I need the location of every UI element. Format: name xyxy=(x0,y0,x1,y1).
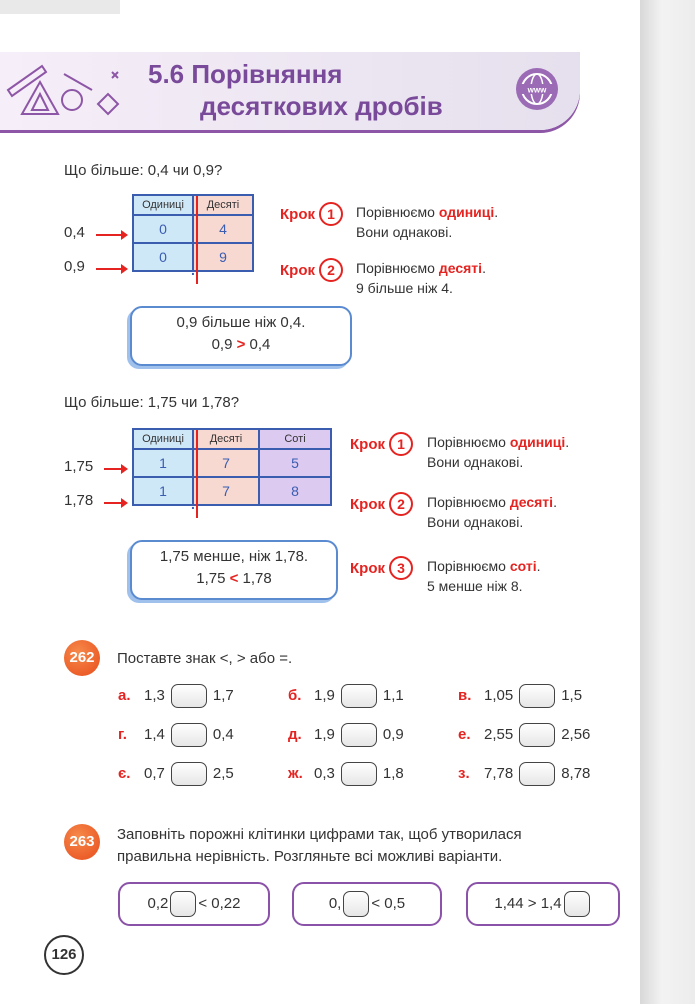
ex262-item-v: в. 1,05 1,5 xyxy=(458,683,582,709)
step-number-icon: 1 xyxy=(389,432,413,456)
step-label: Крок xyxy=(280,262,315,279)
step-1-text: Порівнюємо одиниці. Вони однакові. xyxy=(356,204,499,240)
answer-box[interactable] xyxy=(171,762,207,786)
step-label: Крок xyxy=(350,496,385,513)
cell-units: 1 xyxy=(133,477,193,505)
ex262-item-ye: є. 0,7 2,5 xyxy=(118,761,234,787)
row-label: 1,78 xyxy=(64,492,94,509)
answer-box[interactable] xyxy=(171,723,207,747)
exercise-263-badge: 263 xyxy=(64,824,100,860)
example1-question: Що більше: 0,4 чи 0,9? xyxy=(64,162,223,179)
comparison-sign: < xyxy=(229,570,239,587)
decimal-point: . xyxy=(191,464,195,480)
cell-hundredths: 5 xyxy=(259,449,331,477)
digit-box[interactable] xyxy=(564,891,590,917)
place-value-table-2 xyxy=(132,428,332,506)
conclusion-box-2: 1,75 менше, ніж 1,78. 1,75 < 1,78 xyxy=(130,540,338,600)
decimal-point: . xyxy=(191,496,195,512)
inequality-pill-1: 0,2 < 0,22 xyxy=(118,882,270,926)
answer-box[interactable] xyxy=(341,723,377,747)
top-strip xyxy=(0,0,120,14)
arrow-icon xyxy=(96,234,122,236)
page-number: 126 xyxy=(44,935,84,975)
decimal-point-line xyxy=(196,196,198,284)
answer-box[interactable] xyxy=(171,684,207,708)
header-tenths: Десяті xyxy=(193,195,253,215)
conclusion-text: 0,9 більше ніж 0,4. xyxy=(176,314,306,331)
row-label: 0,4 xyxy=(64,224,85,241)
title-line-1: 5.6 Порівняння xyxy=(148,59,343,89)
exercise-262-badge: 262 xyxy=(64,640,100,676)
cell-tenths: 7 xyxy=(193,449,259,477)
ex262-item-zh: ж. 0,3 1,8 xyxy=(288,761,404,787)
inequality-pill-2: 0, < 0,5 xyxy=(292,882,442,926)
section-title xyxy=(148,58,443,122)
header-hundredths: Соті xyxy=(259,429,331,449)
digit-box[interactable] xyxy=(343,891,369,917)
step-3-text: Порівнюємо соті. 5 менше ніж 8. xyxy=(427,558,541,594)
step-2-badge xyxy=(350,492,413,516)
ex262-item-z: з. 7,78 8,78 xyxy=(458,761,590,787)
comparison-sign: > xyxy=(236,336,246,353)
answer-box[interactable] xyxy=(341,684,377,708)
cell-tenths: 9 xyxy=(193,243,253,271)
cell-units: 1 xyxy=(133,449,193,477)
conclusion-box-1: 0,9 більше ніж 0,4. 0,9 > 0,4 xyxy=(130,306,352,366)
answer-box[interactable] xyxy=(519,762,555,786)
cell-units: 0 xyxy=(133,215,193,243)
cell-units: 0 xyxy=(133,243,193,271)
step-1-badge xyxy=(280,202,343,226)
step-label: Крок xyxy=(350,436,385,453)
geometry-tools-icon xyxy=(2,60,132,124)
step-number-icon: 1 xyxy=(319,202,343,226)
step-3-badge xyxy=(350,556,413,580)
decimal-point-line xyxy=(196,430,198,518)
globe-www-icon xyxy=(514,66,560,112)
step-2-text: Порівнюємо десяті. 9 більше ніж 4. xyxy=(356,260,486,296)
step-label: Крок xyxy=(280,206,315,223)
step-1-badge xyxy=(350,432,413,456)
ex262-item-h: г. 1,4 0,4 xyxy=(118,722,234,748)
ex262-item-d: д. 1,9 0,9 xyxy=(288,722,404,748)
exercise-262-text: Поставте знак <, > або =. xyxy=(117,650,293,667)
ex262-item-e: е. 2,55 2,56 xyxy=(458,722,590,748)
cell-tenths: 7 xyxy=(193,477,259,505)
inequality-pill-3: 1,44 > 1,4 xyxy=(466,882,620,926)
answer-box[interactable] xyxy=(519,723,555,747)
row-label: 1,75 xyxy=(64,458,94,475)
row-label: 0,9 xyxy=(64,258,85,275)
ex262-item-a: а. 1,3 1,7 xyxy=(118,683,234,709)
title-line-2: десяткових дробів xyxy=(200,91,443,121)
step-number-icon: 2 xyxy=(389,492,413,516)
arrow-icon xyxy=(104,502,122,504)
answer-box[interactable] xyxy=(341,762,377,786)
svg-text:www: www xyxy=(527,85,547,95)
decimal-point: . xyxy=(191,230,195,246)
step-number-icon: 2 xyxy=(319,258,343,282)
exercise-263-text: Заповніть порожні клітинки цифрами так, щоб утворилася правильна нерівність. Розгляньте всі можливі варіанти. xyxy=(117,826,522,865)
decimal-point: . xyxy=(191,262,195,278)
ex262-item-b: б. 1,9 1,1 xyxy=(288,683,404,709)
step-2-text: Порівнюємо десяті. Вони однакові. xyxy=(427,494,557,530)
conclusion-text: 1,75 менше, ніж 1,78. xyxy=(159,548,309,565)
step-number-icon: 3 xyxy=(389,556,413,580)
step-1-text: Порівнюємо одиниці. Вони однакові. xyxy=(427,434,570,470)
page-edge-shadow xyxy=(640,0,695,1004)
step-2-badge xyxy=(280,258,343,282)
example2-question: Що більше: 1,75 чи 1,78? xyxy=(64,394,240,411)
step-label: Крок xyxy=(350,560,385,577)
header-units: Одиниці xyxy=(133,195,193,215)
cell-tenths: 4 xyxy=(193,215,253,243)
arrow-icon xyxy=(104,468,122,470)
cell-hundredths: 8 xyxy=(259,477,331,505)
digit-box[interactable] xyxy=(170,891,196,917)
header-tenths: Десяті xyxy=(193,429,259,449)
arrow-icon xyxy=(96,268,122,270)
header-units: Одиниці xyxy=(133,429,193,449)
answer-box[interactable] xyxy=(519,684,555,708)
